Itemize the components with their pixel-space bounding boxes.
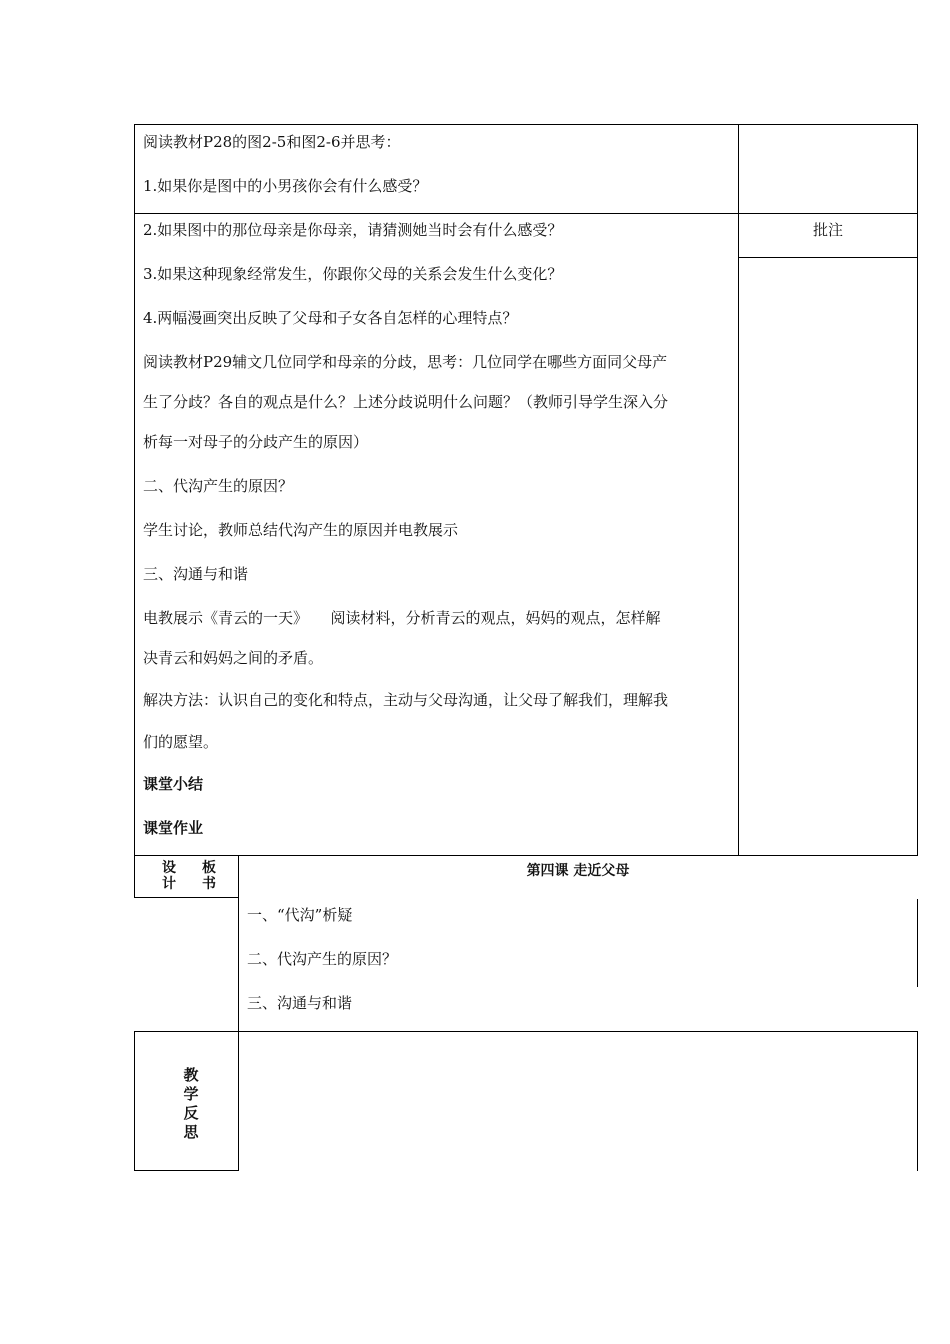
content-line: 们的愿望。	[143, 733, 219, 751]
reflection-label-bottom	[134, 1170, 239, 1171]
board-label-right-border	[238, 855, 239, 1031]
annotation-header-divider	[738, 257, 918, 258]
annotation-header: 批注	[812, 221, 843, 239]
content-line: 解决方法：认识自己的变化和特点，主动与父母沟通，让父母了解我们，理解我	[143, 691, 669, 709]
board-title: 第四课 走近父母	[526, 863, 630, 879]
table-border-top	[134, 124, 918, 125]
reflection-label-char: 思	[183, 1123, 199, 1141]
reflection-border-left	[134, 1031, 135, 1171]
table-border-left	[134, 124, 135, 855]
content-line: 生了分歧？各自的观点是什么？上述分歧说明什么问题？（教师引导学生深入分	[143, 393, 669, 411]
homework-label: 课堂作业	[143, 819, 204, 837]
content-line: 3.如果这种现象经常发生，你跟你父母的关系会发生什么变化？	[143, 265, 563, 283]
reflection-label-char: 学	[183, 1085, 199, 1103]
board-label-bottom-border	[134, 897, 239, 898]
table-border-right	[917, 124, 918, 855]
summary-label: 课堂小结	[143, 775, 204, 793]
row-divider-1	[134, 213, 918, 214]
reflection-label-divider	[238, 1031, 239, 1171]
board-item: 一、“代沟”析疑	[247, 906, 353, 924]
board-design-label-line1: 设 板	[162, 860, 222, 876]
content-line: 决青云和妈妈之间的矛盾。	[143, 649, 324, 667]
content-line: 1.如果你是图中的小男孩你会有什么感受？	[143, 177, 428, 195]
reflection-label-char: 反	[183, 1104, 199, 1122]
reflection-border-right	[917, 1031, 918, 1171]
section-heading: 二、代沟产生的原因？	[143, 477, 294, 495]
content-line: 学生讨论，教师总结代沟产生的原因并电教展示	[143, 521, 459, 539]
board-design-label-line2: 计 书	[162, 876, 222, 892]
reflection-label	[180, 1066, 202, 1142]
board-item: 二、代沟产生的原因？	[247, 950, 398, 968]
board-label-left-border	[134, 855, 135, 898]
table-border-bottom	[134, 855, 918, 856]
board-item: 三、沟通与和谐	[247, 994, 353, 1012]
section-heading: 三、沟通与和谐	[143, 565, 249, 583]
board-right-border	[917, 899, 918, 987]
reflection-label-char: 教	[183, 1066, 199, 1084]
reflection-border-top	[134, 1031, 918, 1032]
content-line: 阅读教材P28的图2-5和图2-6并思考：	[143, 133, 401, 151]
content-line: 2.如果图中的那位母亲是你母亲，请猜测她当时会有什么感受？	[143, 221, 563, 239]
content-line: 4.两幅漫画突出反映了父母和子女各自怎样的心理特点？	[143, 309, 518, 327]
content-line: 电教展示《青云的一天》 阅读材料，分析青云的观点，妈妈的观点，怎样解	[143, 609, 661, 627]
content-line: 阅读教材P29辅文几位同学和母亲的分歧，思考：几位同学在哪些方面同父母产	[143, 353, 668, 371]
content-line: 析每一对母子的分歧产生的原因）	[143, 433, 369, 451]
